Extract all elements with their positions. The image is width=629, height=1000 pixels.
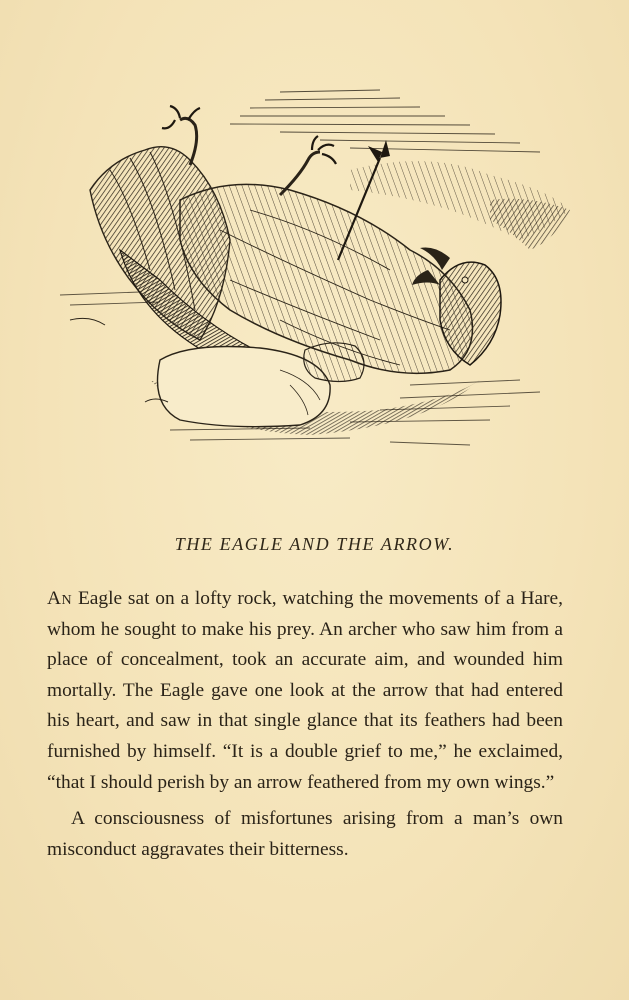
fable-paragraph-text: Eagle sat on a lofty rock, watching the movements of a Hare, whom he sought to make his prey. An archer who saw him from a place of concealment, took an accurate aim, and wounded him mortally. The Eagle gave one look at the arrow that had entered his heart, and saw in that single glance that its feathers had been furnished by himself. “It is a double grief to me,” he exclaimed, “that I should perish by an arrow feathered from my own wings.”: [47, 588, 563, 793]
sky-lines: [230, 90, 540, 152]
stone-small: [304, 343, 364, 382]
eagle-leg-right: [280, 152, 320, 195]
fable-title: THE EAGLE AND THE ARROW.: [174, 534, 455, 554]
fable-paragraph: [47, 584, 563, 798]
engraving-svg: [50, 80, 580, 460]
arrow-fletching: [368, 140, 390, 162]
fable-moral: A consciousness of misfortunes arising from a man’s own misconduct aggravates their bitterness.: [47, 808, 563, 860]
eagle-arrow-engraving: [50, 80, 580, 460]
opening-word: An: [47, 588, 73, 609]
fable-text: [47, 584, 563, 865]
